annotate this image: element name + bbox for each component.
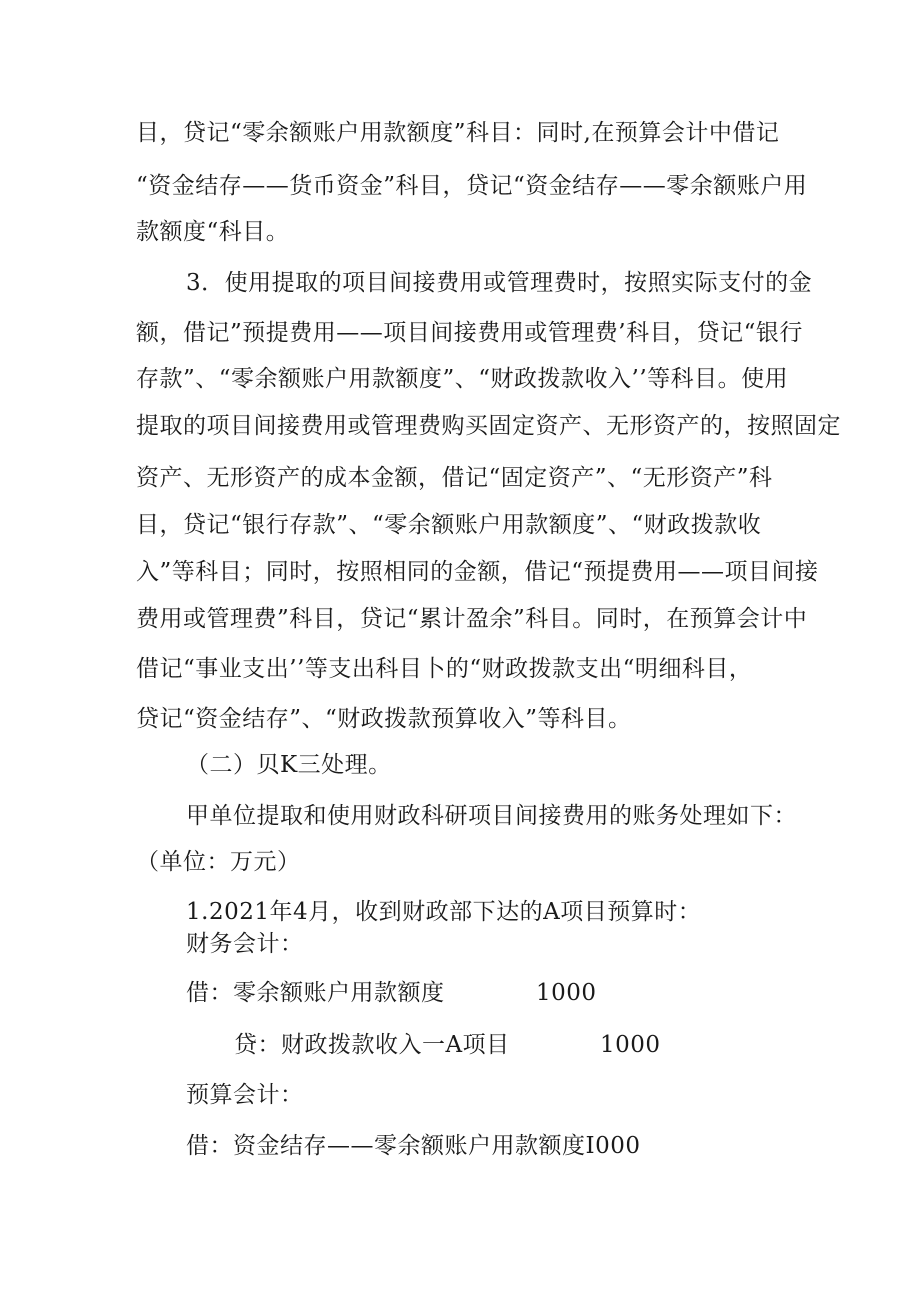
entry-debit-amount: 1000: [536, 980, 597, 1006]
text-line-p2-10: 贷记“资金结存”、“财政拨款预算收入”等科目。: [136, 706, 632, 732]
financial-accounting-label: 财务会计：: [186, 931, 304, 957]
text-line-p2-5: 资产、无形资产的成本金额，借记“固定资产”、“无形资产”科: [136, 465, 773, 491]
text-line-p2-6: 目，贷记“银行存款”、“零余额账户用款额度”、“财政拨款收: [136, 512, 762, 538]
entry-credit-amount: 1000: [600, 1032, 661, 1058]
text-line-p1-2: “资金结存——货币资金”科目，贷记“资金结存——零余额账户用: [136, 173, 808, 199]
item-1-line: 1.2021年4月，收到财政部下达的A项目预算时：: [186, 899, 702, 925]
entry-budget-debit: 借：资金结存——零余额账户用款额度I000: [186, 1133, 641, 1159]
text-line-p2-1: 3．使用提取的项目间接费用或管理费时，按照实际支付的金: [186, 270, 813, 296]
entry-debit-label: 借：零余额账户用款额度: [186, 980, 445, 1006]
unit-line: （单位：万元）: [136, 849, 301, 875]
intro-line: 甲单位提取和使用财政科研项目间接费用的账务处理如下：: [186, 803, 797, 829]
text-line-p2-9: 借记“事业支出’’等支出科目卜的“财政拨款支出“明细科目，: [136, 656, 753, 682]
text-line-p1-1: 目，贷记“零余额账户用款额度”科目：同时,在预算会计中借记: [136, 120, 780, 146]
text-line-p2-8: 费用或管理费”科目，贷记“累计盈余”科目。同时，在预算会计中: [136, 606, 808, 632]
text-line-p2-7: 入”等科目；同时，按照相同的金额，借记“预提费用——项目间接: [136, 559, 819, 585]
budget-accounting-label: 预算会计：: [186, 1082, 304, 1108]
entry-credit-label: 贷：财政拨款收入一A项目: [234, 1032, 510, 1058]
text-line-p2-3: 存款”、“零余额账户用款额度”、“财政拨款收入’’等科目。使用: [136, 366, 789, 392]
text-line-p2-2: 额，借记”预提费用——项目间接费用或管理费’科目，贷记“银行: [136, 320, 803, 346]
section-heading: （二）贝K三处理。: [186, 752, 392, 778]
text-line-p1-3: 款额度“科目。: [136, 219, 290, 245]
text-line-p2-4: 提取的项目间接费用或管理费购买固定资产、无形资产的，按照固定: [136, 413, 841, 439]
